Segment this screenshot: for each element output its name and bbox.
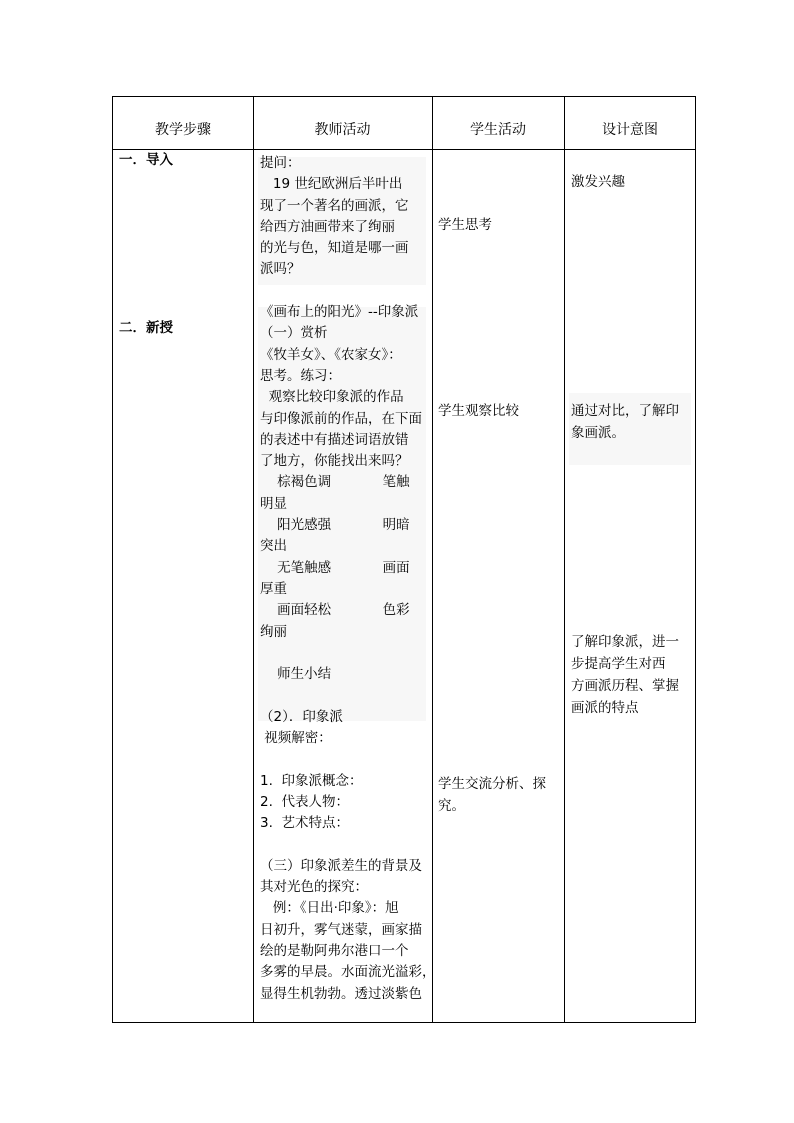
teacher-line: 现了一个著名的画派，它 [260,197,409,214]
teacher-line: 派吗？ [260,261,301,278]
teacher-line: 观察比较印象派的作品 [260,389,404,406]
intent-understand-line2: 步提高学生对西 [571,656,666,672]
teacher-line: （2）．印象派 [260,708,343,725]
intent-interest: 激发兴趣 [571,174,625,190]
student-activity-compare: 学生观察比较 [438,403,519,419]
teacher-line: 19 世纪欧洲后半叶出 [260,176,403,193]
header-divider [113,149,695,150]
teacher-line [260,749,436,770]
teacher-line: 日初升，雾气迷蒙，画家描 [260,921,422,938]
teacher-line: 画面轻松 色彩 [260,602,410,619]
teacher-line [260,281,436,302]
intent-compare-line2: 象画派。 [571,425,625,441]
teacher-line [260,685,436,706]
teacher-line: 的表述中有描述词语放错 [260,431,409,448]
teacher-line: 给西方油画带来了绚丽 [260,218,395,235]
teacher-line: 阳光感强 明暗 [260,517,410,534]
student-activity-discuss-line1: 学生交流分析、探 [438,776,546,792]
teacher-line: 3. 艺术特点： [260,815,349,832]
student-activity-discuss-line2: 究。 [438,798,465,814]
teacher-line [260,643,436,664]
intent-understand-line1: 了解印象派，进一 [571,634,679,650]
column-divider [253,97,254,1022]
step-intro: 一．导入 [119,152,173,168]
teacher-line: 的光与色，知道是哪一画 [260,240,409,257]
teacher-line: 了地方，你能找出来吗？ [260,453,409,470]
header-steps: 教学步骤 [155,122,211,138]
teacher-line: 2. 代表人物： [260,793,349,810]
teacher-line: 师生小结 [260,666,332,683]
intent-understand-line4: 画派的特点 [571,700,639,716]
teacher-line: 显得生机勃勃。透过淡紫色 [260,985,422,1002]
teacher-line: 例：《日出·印象》：旭 [260,900,399,917]
teacher-line: 多雾的早晨。水面流光溢彩， [260,964,436,981]
header-teacher: 教师活动 [314,122,371,138]
header-intent: 设计意图 [602,122,658,138]
intent-understand-line3: 方画派历程、掌握 [571,678,679,694]
teacher-line: 无笔触感 画面 [260,559,410,576]
teacher-line: 棕褐色调 笔触 [260,474,410,491]
teacher-activity [260,153,436,1005]
teacher-line: 视频解密： [260,730,332,747]
student-activity-think: 学生思考 [438,217,492,233]
teacher-line: （三）印象派差生的背景及 [260,857,422,874]
teacher-line: 绚丽 [260,623,287,640]
teacher-line: 其对光色的探究： [260,879,368,896]
teacher-line: 明显 [260,495,287,512]
teacher-line [260,835,436,856]
teacher-line: 突出 [260,538,287,555]
teacher-line: 思考。练习： [260,367,341,384]
header-student: 学生活动 [470,122,526,138]
teacher-line: 《画布上的阳光》--印象派 [260,304,419,321]
teacher-line: （一）赏析 [260,325,328,342]
teacher-line: 提问： [260,155,301,171]
teacher-line: 1. 印象派概念： [260,772,363,789]
teacher-line: 绘的是勒阿弗尔港口一个 [260,942,409,959]
teacher-line: 《牧羊女》、《农家女》： [260,346,402,363]
teacher-line: 厚重 [260,580,287,597]
lesson-plan-table [112,96,696,1023]
intent-compare-line1: 通过对比，了解印 [571,403,679,419]
teacher-line: 与印像派前的作品，在下面 [260,410,422,427]
step-new-lesson: 二．新授 [119,320,173,336]
column-divider [564,97,565,1022]
